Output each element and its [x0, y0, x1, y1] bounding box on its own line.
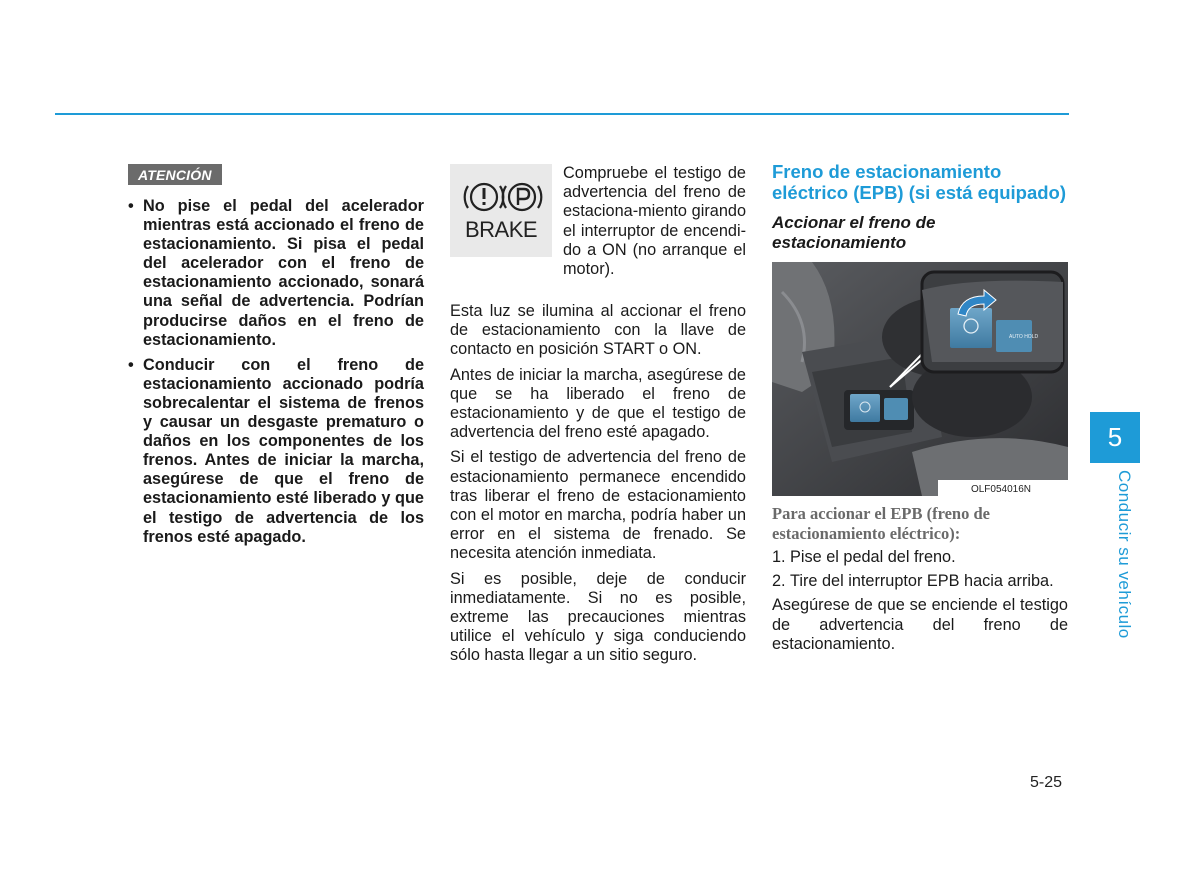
paragraph: Antes de iniciar la marcha, asegúrese de que se ha liberado el freno de estacionamiento y de que el testigo de advertencia del freno esté apagado. [450, 365, 746, 442]
brake-warning-symbol-icon [450, 164, 552, 220]
paragraph: Esta luz se ilumina al accionar el freno de estacionamiento con la llave de contacto en posición START o ON. [450, 302, 746, 359]
step-list [772, 548, 1068, 591]
paragraph: Si el testigo de advertencia del freno de estacionamiento permanece encendido tras liberar el freno de estacionamiento con el motor en marcha, podría haber un error en el sistema de frenado. Se necesita atención inmediata. [450, 448, 746, 563]
chapter-title: Conducir su vehículo [1115, 470, 1134, 639]
figure-caption: Para accionar el EPB (freno de estacionamiento eléctrico): [772, 504, 990, 543]
closing-paragraph: Asegúrese de que se enciende el testigo de advertencia del freno de estacionamiento. [772, 596, 1068, 653]
chapter-number-tab: 5 [1090, 412, 1140, 463]
photo-code: OLF054016N [970, 484, 1032, 495]
icon-description: Compruebe el testigo de advertencia del freno de estaciona-miento girando el interruptor de encendi-do a ON (no arranque el motor). [563, 164, 746, 279]
brake-icon-label: BRAKE [464, 217, 538, 242]
step-item: 2. Tire del interruptor EPB hacia arriba. [772, 572, 1054, 591]
section-title: Freno de estacionamiento eléctrico (EPB) (si está equipado) [772, 161, 1067, 203]
warning-light-paragraphs [450, 302, 746, 672]
attention-column [128, 164, 424, 553]
attention-bullet: • Conducir con el freno de estacionamiento accionado podría sobrecalentar el sistema de frenos y causar un desgaste prematuro o daños en los componentes de los frenos. Antes de iniciar la marcha, asegúrese de que el freno de estacionamiento esté liberado y que el testigo de advertencia de los frenos esté apagado. [128, 356, 424, 547]
paragraph: Si es posible, deje de conducir inmediatamente. Si no es posible, extreme las precauciones mientras utilice el vehículo y siga conduciendo sólo hasta llegar a un sitio seguro. [450, 569, 746, 665]
page-number: 5-25 [1030, 774, 1063, 791]
attention-badge: ATENCIÓN [128, 164, 222, 185]
attention-bullet: • No pise el pedal del acelerador mientras está accionado el freno de estacionamiento. Si pisa el pedal del acelerador con el freno de estacionamiento accionado, sonará una señal de advertencia. Podrían producirse daños en el freno de estacionamiento. [128, 197, 424, 350]
epb-column [772, 162, 1068, 654]
auto-hold-label: AUTO HOLD [1009, 334, 1039, 340]
console-illustration [772, 262, 1068, 496]
attention-list [128, 197, 424, 547]
step-item: 1. Pise el pedal del freno. [772, 548, 956, 566]
header-rule [55, 113, 1069, 115]
subsection-title: Accionar el freno de estacionamiento [772, 213, 936, 252]
brake-warning-icon [450, 164, 552, 257]
epb-switch-photo [772, 262, 1068, 496]
